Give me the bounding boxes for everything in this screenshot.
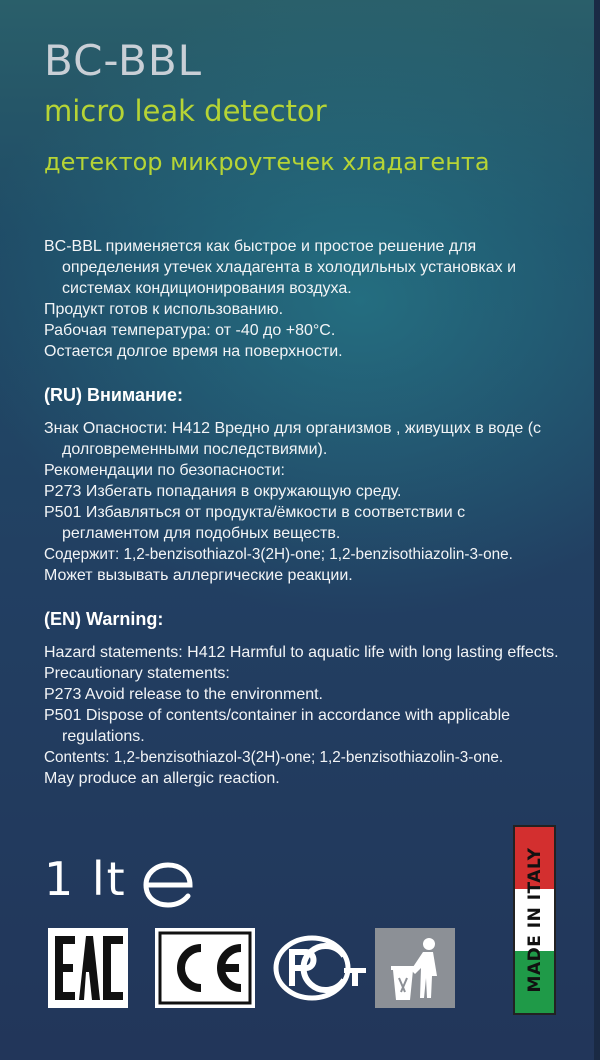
warning-en-line: P501 Dispose of contents/container in accordance with applicable regulations. <box>44 707 511 745</box>
warning-en-line: P273 Avoid release to the environment. <box>44 686 323 703</box>
eac-logo-icon <box>48 928 128 1008</box>
warning-ru-line: P273 Избегать попадания в окружающую среду. <box>44 483 402 500</box>
warning-ru-line: Рекомендации по безопасности: <box>44 462 285 479</box>
warning-en-heading: (EN) Warning: <box>44 609 164 629</box>
warning-ru-line: P501 Избавляться от продукта/ёмкости в соответствии с регламентом для подобных веществ. <box>44 504 466 542</box>
warning-en-line: Precautionary statements: <box>44 665 230 682</box>
product-code: BC-BBL <box>44 36 203 85</box>
product-subtitle-ru: детектор микроутечек хладагента <box>44 148 490 176</box>
description-line: Остается долгое время на поверхности. <box>44 343 343 360</box>
description-line: BC-BBL применяется как быстрое и простое решение для определения утечек хладагента в холодильных установках и системах кондиционирования воздуха. <box>44 238 517 297</box>
warning-en-block <box>44 642 564 789</box>
e-mark-icon <box>143 862 193 908</box>
warning-en-line: Hazard statements: H412 Harmful to aquatic life with long lasting effects. <box>44 644 559 661</box>
warning-en-line: May produce an allergic reaction. <box>44 770 280 787</box>
rst-logo-icon <box>270 928 370 1008</box>
description-block <box>44 236 564 362</box>
ce-mark-icon <box>155 928 255 1008</box>
warning-ru-line: Может вызывать аллергические реакции. <box>44 567 353 584</box>
warning-ru-heading: (RU) Внимание: <box>44 385 183 405</box>
waste-bin-icon <box>375 928 455 1008</box>
warning-en-line: Contents: 1,2-benzisothiazol-3(2H)-one; 1,2-benzisothiazolin-3-one. <box>44 749 504 766</box>
volume-label: 1 lt <box>44 852 127 906</box>
made-in-italy-badge <box>513 825 556 1015</box>
description-line: Рабочая температура: от -40 до +80°C. <box>44 322 336 339</box>
description-line: Продукт готов к использованию. <box>44 301 284 318</box>
made-in-italy-text: MADE IN ITALY <box>524 847 545 993</box>
warning-ru-line: Содержит: 1,2-benzisothiazol-3(2H)-one; 1,2-benzisothiazolin-3-one. <box>44 546 513 563</box>
product-subtitle-en: micro leak detector <box>44 94 327 128</box>
warning-ru-line: Знак Опасности: H412 Вредно для организмов , живущих в воде (с долговременными последствиями). <box>44 420 542 458</box>
warning-ru-block <box>44 418 564 586</box>
